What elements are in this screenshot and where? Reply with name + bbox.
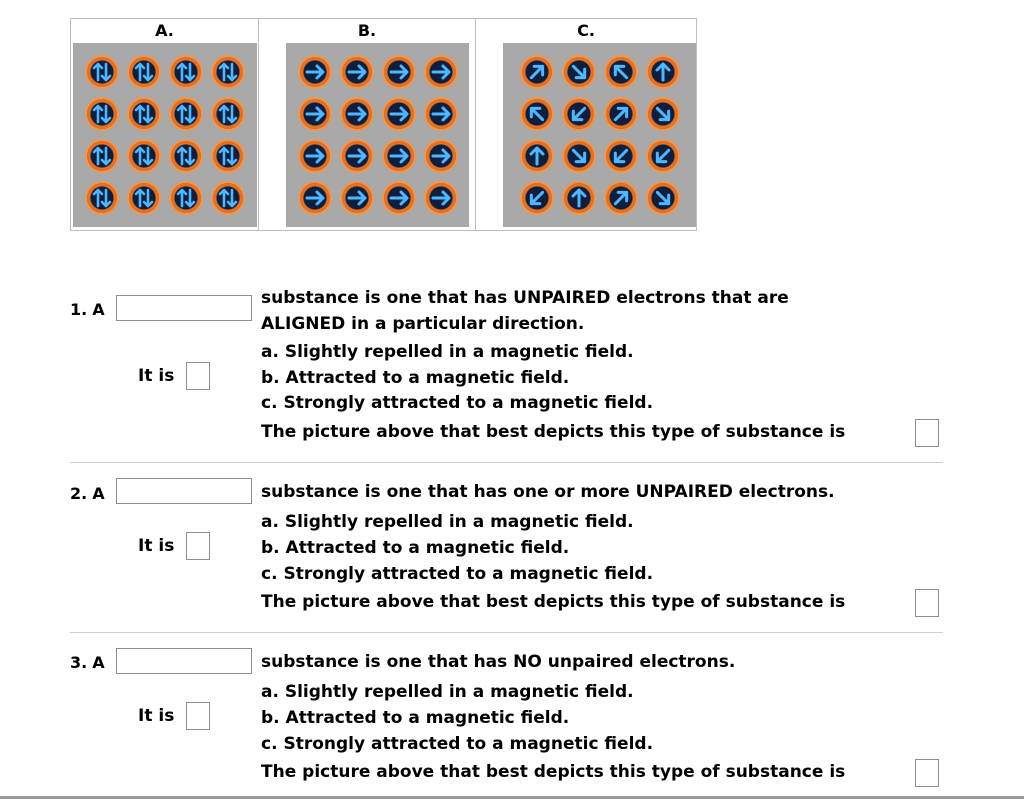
picture-prompt: The picture above that best depicts this type of substance is [261, 592, 846, 612]
option-b: b. Attracted to a magnetic field. [261, 708, 570, 728]
paired-spin-arrow-icon [85, 139, 119, 173]
electron-cell [600, 93, 642, 135]
panel-a [71, 19, 259, 230]
spin-se-arrow-icon [562, 139, 596, 173]
picture-input-1[interactable] [915, 419, 939, 447]
spin-nw-arrow-icon [604, 55, 638, 89]
spin-right-arrow-icon [298, 97, 332, 131]
spin-sw-arrow-icon [646, 139, 680, 173]
electron-cell [336, 51, 378, 93]
spin-ne-arrow-icon [604, 97, 638, 131]
it-is-label: It is [138, 536, 175, 556]
divider [70, 632, 943, 633]
spin-se-arrow-icon [562, 55, 596, 89]
electron-cell [600, 177, 642, 219]
electron-cell [516, 51, 558, 93]
spin-right-arrow-icon [340, 97, 374, 131]
electron-cell [420, 177, 462, 219]
electron-cell [558, 177, 600, 219]
option-a: a. Slightly repelled in a magnetic field. [261, 512, 634, 532]
electron-cell [378, 51, 420, 93]
paired-spin-arrow-icon [211, 97, 245, 131]
option-a: a. Slightly repelled in a magnetic field. [261, 342, 634, 362]
electron-cell [642, 177, 684, 219]
paired-spin-arrow-icon [127, 55, 161, 89]
spin-right-arrow-icon [382, 97, 416, 131]
electron-cell [294, 177, 336, 219]
electron-cell [123, 51, 165, 93]
stem-line: substance is one that has one or more UNPAIRED electrons. [261, 482, 835, 502]
electron-cell [420, 135, 462, 177]
spin-right-arrow-icon [424, 97, 458, 131]
panel-b-label: B. [357, 21, 377, 40]
electron-cell [165, 177, 207, 219]
it-is-label: It is [138, 706, 175, 726]
spin-right-arrow-icon [382, 55, 416, 89]
option-c: c. Strongly attracted to a magnetic field. [261, 564, 654, 584]
picture-input-3[interactable] [915, 759, 939, 787]
electron-cell [420, 93, 462, 135]
spin-ne-arrow-icon [520, 55, 554, 89]
spin-right-arrow-icon [340, 55, 374, 89]
electron-cell [294, 51, 336, 93]
substance-type-input-2[interactable] [116, 478, 252, 504]
panel-b-grid [286, 43, 469, 227]
stem-line: substance is one that has NO unpaired electrons. [261, 652, 736, 672]
magnetism-figure [70, 18, 697, 231]
paired-spin-arrow-icon [85, 55, 119, 89]
it-is-label: It is [138, 366, 175, 386]
spin-right-arrow-icon [298, 139, 332, 173]
electron-cell [516, 177, 558, 219]
spin-up-arrow-icon [646, 55, 680, 89]
paired-spin-arrow-icon [169, 55, 203, 89]
electron-cell [165, 51, 207, 93]
spin-se-arrow-icon [646, 97, 680, 131]
spin-up-arrow-icon [520, 139, 554, 173]
electron-cell [642, 135, 684, 177]
picture-input-2[interactable] [915, 589, 939, 617]
panel-c-grid [503, 43, 696, 227]
spin-right-arrow-icon [340, 181, 374, 215]
picture-prompt: The picture above that best depicts this type of substance is [261, 762, 846, 782]
electron-cell [378, 177, 420, 219]
electron-cell [420, 51, 462, 93]
spin-right-arrow-icon [382, 181, 416, 215]
paired-spin-arrow-icon [211, 181, 245, 215]
electron-cell [642, 93, 684, 135]
panel-a-label: A. [155, 21, 174, 40]
stem-line: ALIGNED in a particular direction. [261, 314, 585, 334]
spin-right-arrow-icon [298, 55, 332, 89]
substance-type-input-3[interactable] [116, 648, 252, 674]
spin-sw-arrow-icon [562, 97, 596, 131]
electron-cell [516, 135, 558, 177]
paired-spin-arrow-icon [169, 181, 203, 215]
spin-se-arrow-icon [646, 181, 680, 215]
paired-spin-arrow-icon [211, 139, 245, 173]
electron-cell [81, 135, 123, 177]
spin-right-arrow-icon [340, 139, 374, 173]
electron-cell [600, 135, 642, 177]
spin-right-arrow-icon [382, 139, 416, 173]
electron-cell [600, 51, 642, 93]
paired-spin-arrow-icon [85, 181, 119, 215]
electron-cell [207, 93, 249, 135]
option-a: a. Slightly repelled in a magnetic field. [261, 682, 634, 702]
electron-cell [123, 93, 165, 135]
electron-cell [378, 135, 420, 177]
electron-cell [207, 51, 249, 93]
panel-c [476, 19, 696, 230]
option-c: c. Strongly attracted to a magnetic field. [261, 734, 654, 754]
electron-cell [165, 93, 207, 135]
spin-sw-arrow-icon [520, 181, 554, 215]
panel-a-grid [73, 43, 257, 227]
substance-type-input-1[interactable] [116, 295, 252, 321]
panel-c-label: C. [577, 21, 595, 40]
paired-spin-arrow-icon [127, 97, 161, 131]
spin-up-arrow-icon [562, 181, 596, 215]
question-number: 3. A [70, 653, 105, 672]
spin-nw-arrow-icon [520, 97, 554, 131]
electron-cell [294, 93, 336, 135]
electron-cell [123, 135, 165, 177]
question-number: 1. A [70, 300, 105, 319]
spin-right-arrow-icon [298, 181, 332, 215]
option-b: b. Attracted to a magnetic field. [261, 538, 570, 558]
paired-spin-arrow-icon [127, 181, 161, 215]
electron-cell [336, 135, 378, 177]
electron-cell [81, 51, 123, 93]
paired-spin-arrow-icon [169, 139, 203, 173]
electron-cell [207, 177, 249, 219]
electron-cell [123, 177, 165, 219]
spin-ne-arrow-icon [604, 181, 638, 215]
electron-cell [81, 93, 123, 135]
divider [70, 462, 943, 463]
it-is-input-2[interactable] [186, 532, 210, 560]
electron-cell [294, 135, 336, 177]
spin-right-arrow-icon [424, 55, 458, 89]
spin-right-arrow-icon [424, 139, 458, 173]
it-is-input-3[interactable] [186, 702, 210, 730]
electron-cell [558, 51, 600, 93]
electron-cell [336, 93, 378, 135]
paired-spin-arrow-icon [169, 97, 203, 131]
option-c: c. Strongly attracted to a magnetic field. [261, 393, 654, 413]
electron-cell [642, 51, 684, 93]
option-b: b. Attracted to a magnetic field. [261, 368, 570, 388]
question-number: 2. A [70, 484, 105, 503]
electron-cell [516, 93, 558, 135]
spin-right-arrow-icon [424, 181, 458, 215]
panel-b [259, 19, 476, 230]
electron-cell [165, 135, 207, 177]
spin-sw-arrow-icon [604, 139, 638, 173]
electron-cell [558, 135, 600, 177]
picture-prompt: The picture above that best depicts this type of substance is [261, 422, 846, 442]
paired-spin-arrow-icon [127, 139, 161, 173]
electron-cell [378, 93, 420, 135]
stem-line: substance is one that has UNPAIRED electrons that are [261, 288, 789, 308]
electron-cell [558, 93, 600, 135]
paired-spin-arrow-icon [85, 97, 119, 131]
electron-cell [207, 135, 249, 177]
it-is-input-1[interactable] [186, 362, 210, 390]
paired-spin-arrow-icon [211, 55, 245, 89]
electron-cell [336, 177, 378, 219]
electron-cell [81, 177, 123, 219]
